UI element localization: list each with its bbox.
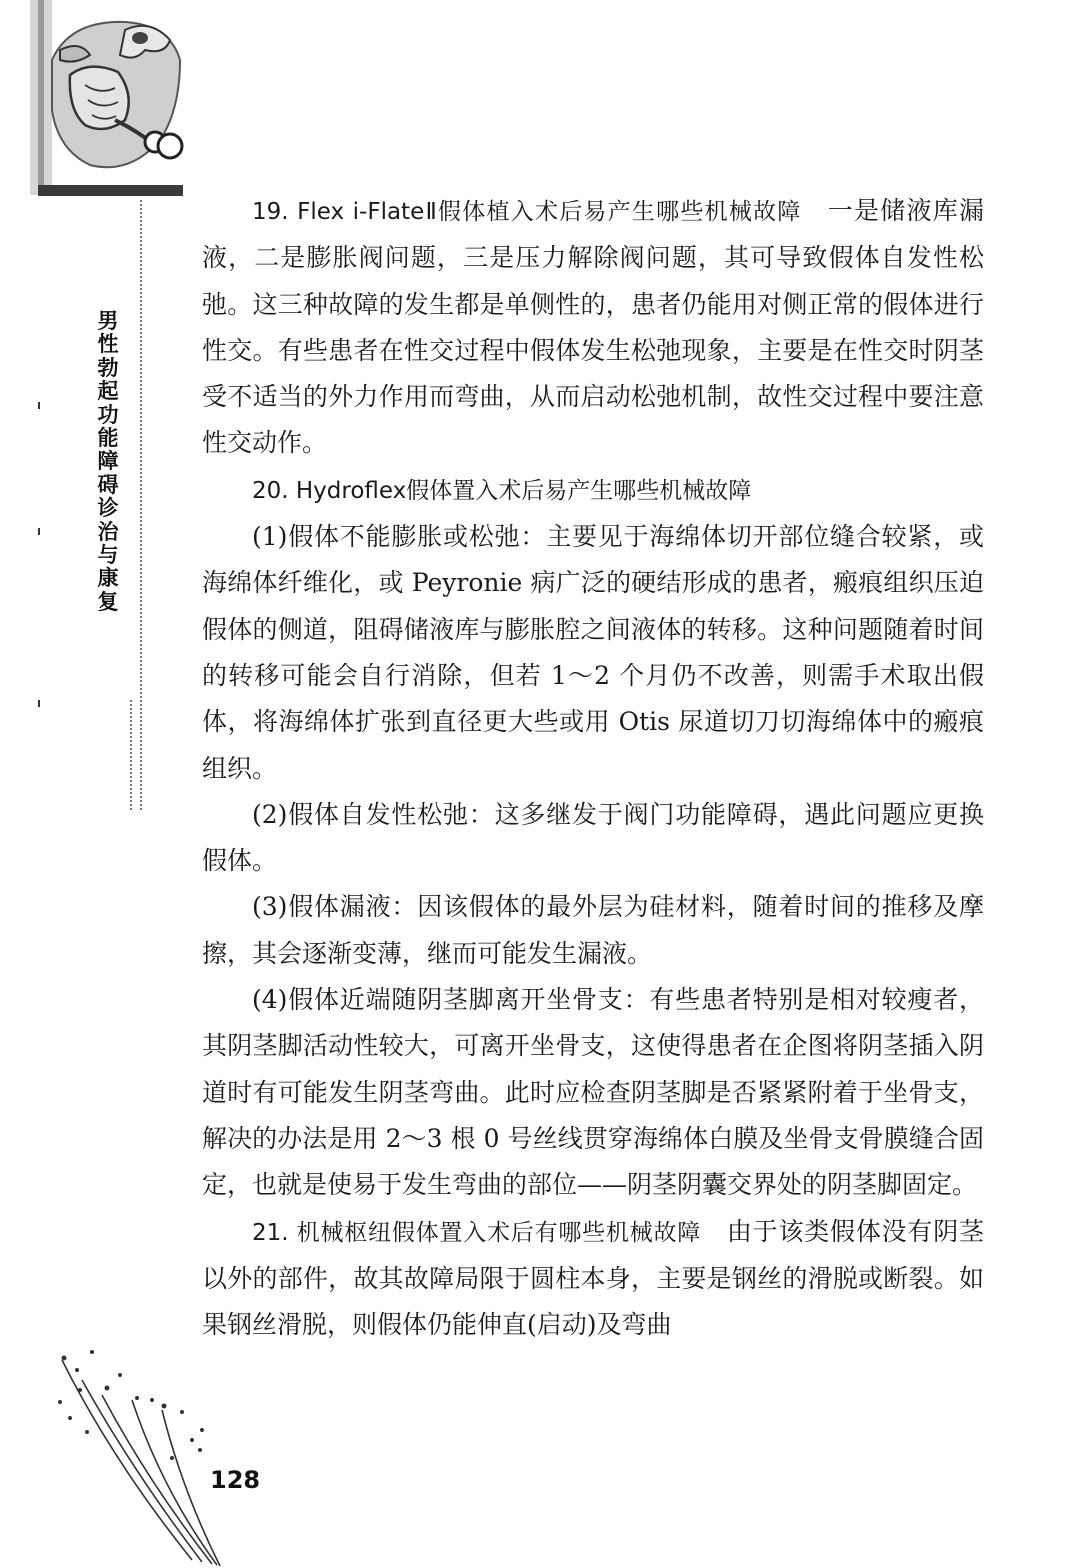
margin-tick bbox=[38, 402, 40, 409]
section-21-text: 由于该类假体没有阴茎以外的部件，故其故障局限于圆柱本身，主要是钢丝的滑脱或断裂。如果钢丝滑脱，则假体仍能伸直(启动)及弯曲 bbox=[202, 1216, 984, 1340]
firework-decoration bbox=[52, 1340, 232, 1568]
page-number: 128 bbox=[210, 1466, 261, 1494]
paragraph: (2)假体自发性松弛：这多继发于阀门功能障碍，遇此问题应更换假体。 bbox=[202, 799, 984, 876]
paragraph: (1)假体不能膨胀或松弛：主要见于海绵体切开部位缝合较紧，或海绵体纤维化，或 Peyronie 病广泛的硬结形成的患者，瘢痕组织压迫假体的侧道，阻碍储液库与膨胀腔之间液体的转移。这种问题随着时间的转移可能会自行消除，但若 1～2 个月仍不改善，则需手术取出假体，将海绵体扩张到直径更大些或用 Otis 尿道切刀切海绵体中的瘢痕组织。 bbox=[202, 522, 984, 783]
margin-tick bbox=[38, 700, 40, 707]
bodybuilder-illustration bbox=[30, 0, 190, 195]
section-21-heading: 21. 机械枢纽假体置入术后有哪些机械故障 bbox=[252, 1219, 702, 1246]
section-19 bbox=[202, 188, 984, 467]
book-running-title: 男性勃起功能障碍诊治与康复 bbox=[97, 309, 119, 614]
section-20 bbox=[202, 467, 984, 514]
section-19-heading: 19. Flex i-FlateⅡ假体植入术后易产生哪些机械故障 bbox=[252, 199, 802, 225]
paragraph: (4)假体近端随阴茎脚离开坐骨支：有些患者特别是相对较瘦者，其阴茎脚活动性较大，可离开坐骨支，这使得患者在企图将阴茎插入阴道时有可能发生阴茎弯曲。此时应检查阴茎脚是否紧紧附着于坐骨支，解决的办法是用 2～3 根 0 号丝线贯穿海绵体白膜及坐骨支骨膜缝合固定，也就是使易于发生弯曲的部位——阴茎阴囊交界处的阴茎脚固定。 bbox=[202, 985, 984, 1200]
section-20-heading: 20. Hydroflex假体置入术后易产生哪些机械故障 bbox=[252, 477, 752, 504]
margin-rule bbox=[140, 200, 142, 810]
paragraph: (3)假体漏液：因该假体的最外层为硅材料，随着时间的推移及摩擦，其会逐渐变薄，继而可能发生漏液。 bbox=[202, 892, 984, 968]
section-21 bbox=[202, 1209, 984, 1349]
body-text bbox=[202, 188, 984, 1348]
corner-bar bbox=[38, 185, 183, 196]
margin-tick bbox=[38, 528, 40, 535]
margin-rule bbox=[130, 700, 132, 810]
section-19-text: 一是储液库漏液，二是膨胀阀问题，三是压力解除阀问题，其可导致假体自发性松弛。这三种故障的发生都是单侧性的，患者仍能用对侧正常的假体进行性交。有些患者在性交过程中假体发生松弛现象，主要是在性交时阴茎受不适当的外力作用而弯曲，从而启动松弛机制，故性交过程中要注意性交动作。 bbox=[202, 196, 984, 458]
